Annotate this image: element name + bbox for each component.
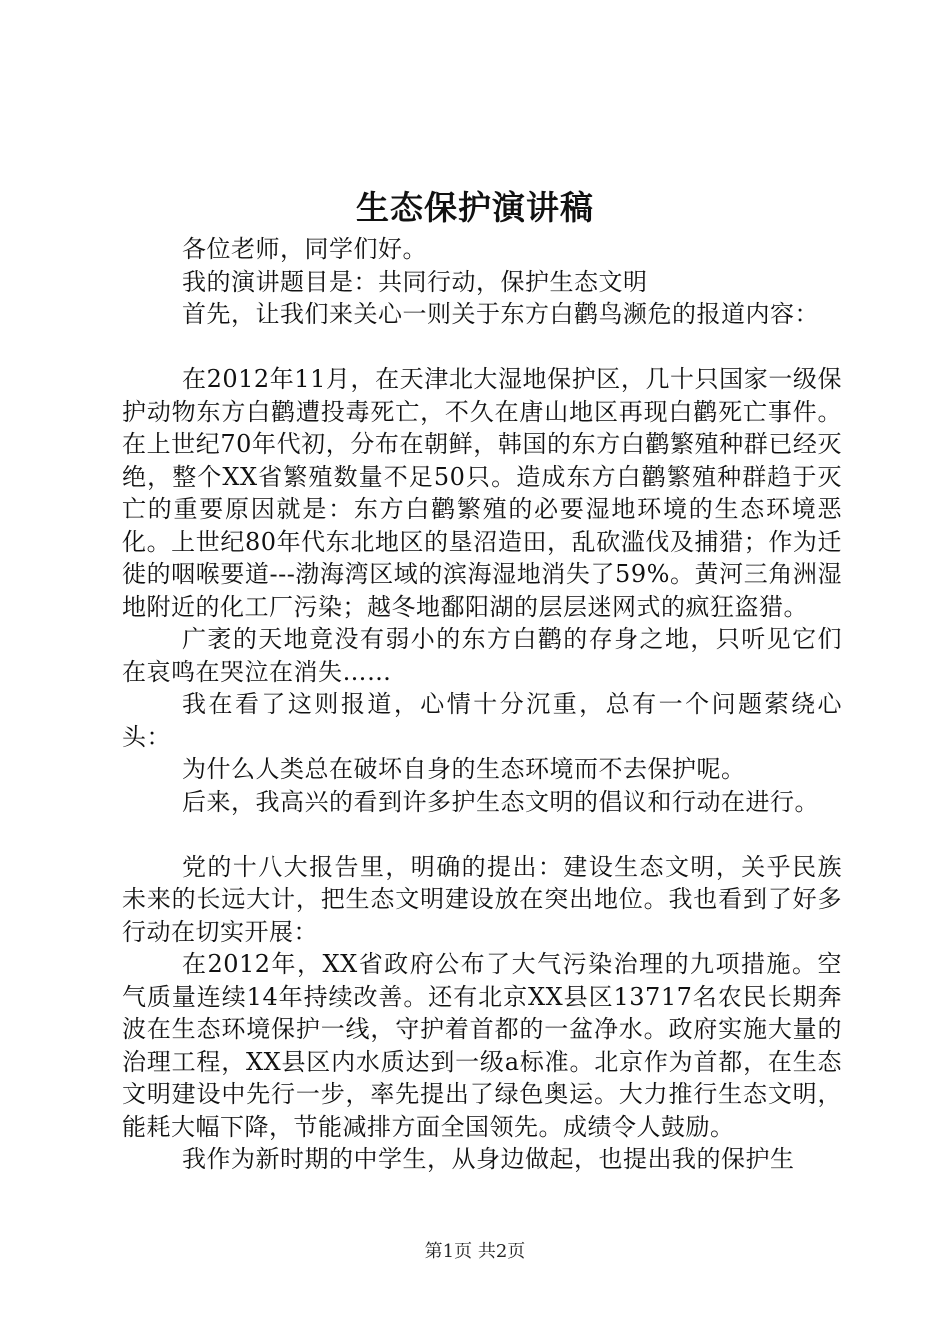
paragraph-actions: 在2012年，XX省政府公布了大气污染治理的九项措施。空气质量连续14年持续改善。还有北京XX县区13717名农民长期奔波在生态环境保护一线，守护着首都的一盆净水。政府实施大量的治理工程，XX县区内水质达到一级a标准。北京作为首都，在生态文明建设中先行一步，率先提出了绿色奥运。大力推行生态文明，能耗大幅下降，节能减排方面全国领先。成绩令人鼓励。 <box>122 950 842 1141</box>
document-body <box>122 233 842 1176</box>
document-title: 生态保护演讲稿 <box>356 188 594 227</box>
paragraph-topic: 我的演讲题目是：共同行动，保护生态文明 <box>182 267 648 296</box>
paragraph-policy: 党的十八大报告里，明确的提出：建设生态文明，关乎民族未来的长远大计，把生态文明建设放在突出地位。我也看到了好多行动在切实开展： <box>122 852 842 946</box>
paragraph-intro: 首先，让我们来关心一则关于东方白鹳鸟濒危的报道内容： <box>182 300 819 328</box>
paragraph-lament: 广袤的天地竟没有弱小的东方白鹳的存身之地，只听见它们在哀鸣在哭泣在消失…… <box>122 625 842 686</box>
paragraph-report: 在2012年11月，在天津北大湿地保护区，几十只国家一级保护动物东方白鹳遭投毒死亡，不久在唐山地区再现白鹳死亡事件。在上世纪70年代初，分布在朝鲜，韩国的东方白鹳繁殖种群已经灭绝，整个XX省繁殖数量不足50只。造成东方白鹳繁殖种群趋于灭亡的重要原因就是：东方白鹳繁殖的必要湿地环境的生态环境恶化。上世纪80年代东北地区的垦沼造田，乱砍滥伐及捕猎；作为迁徙的咽喉要道---渤海湾区域的滨海湿地消失了59%。黄河三角洲湿地附近的化工厂污染；越冬地鄱阳湖的层层迷网式的疯狂盗猎。 <box>122 365 842 621</box>
paragraph-hope: 后来，我高兴的看到许多护生态文明的倡议和行动在进行。 <box>182 787 819 816</box>
paragraph-question: 为什么人类总在破坏自身的生态环境而不去保护呢。 <box>182 755 746 783</box>
page-number: 第1页 共2页 <box>424 1241 526 1262</box>
paragraph-student: 我作为新时期的中学生，从身边做起，也提出我的保护生 <box>182 1145 795 1173</box>
paragraph-reaction: 我在看了这则报道，心情十分沉重，总有一个问题萦绕心头： <box>122 690 842 751</box>
paragraph-greeting: 各位老师，同学们好。 <box>182 235 427 263</box>
